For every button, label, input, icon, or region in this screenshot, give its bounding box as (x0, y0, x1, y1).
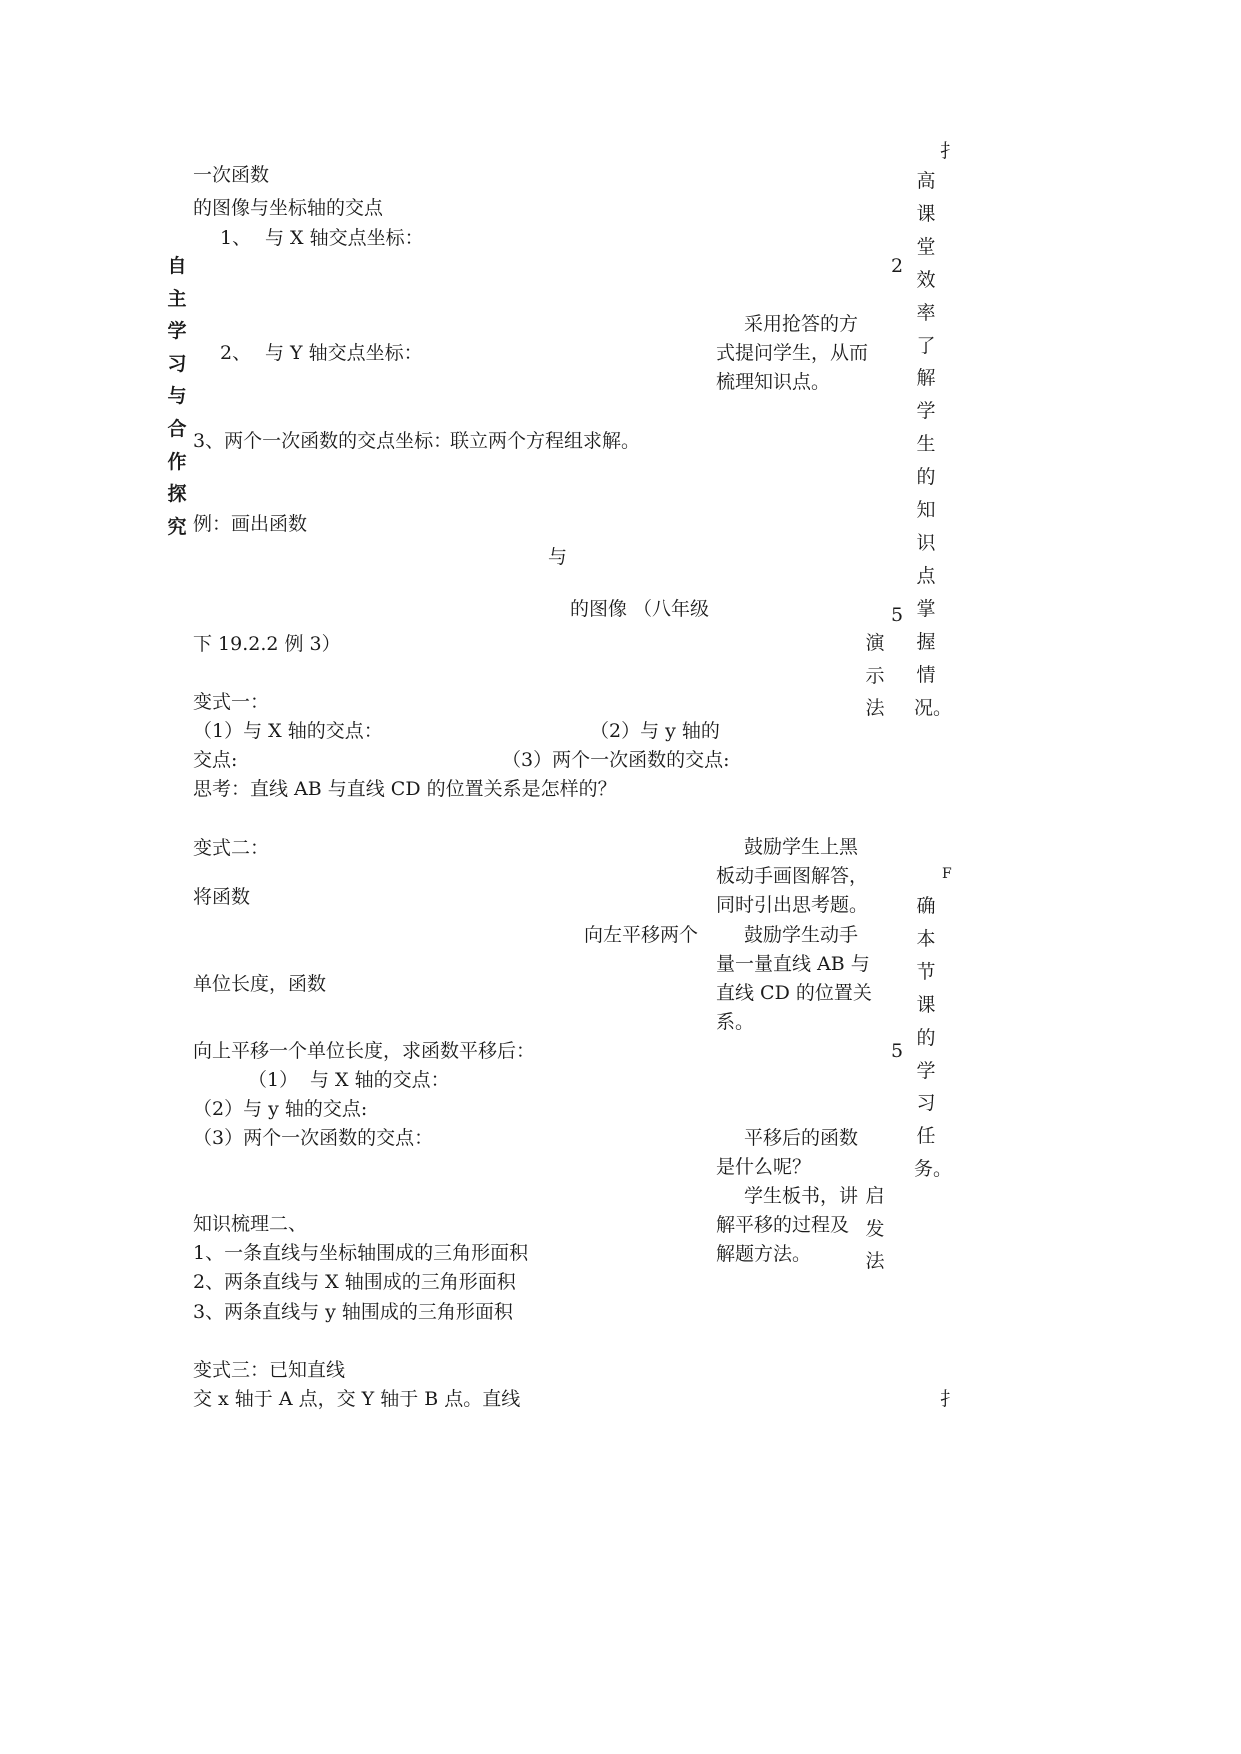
section-label-char: 究 (167, 515, 187, 538)
purpose-char: 识 (916, 531, 936, 554)
variant2-heading: 变式二： (193, 837, 270, 859)
section-label-char: 与 (167, 385, 187, 408)
think-question: 思考：直线 AB 与直线 CD 的位置关系是怎样的？ (193, 778, 617, 800)
purpose-char: 课 (916, 202, 936, 225)
purpose-char: 习 (916, 1092, 936, 1115)
purpose-char: 的 (916, 1026, 936, 1049)
purpose-char: 任 (916, 1125, 936, 1148)
variant2-left-shift: 向左平移两个 (584, 924, 699, 946)
activity-text: 式提问学生，从而 (716, 342, 869, 364)
purpose-char: 生 (916, 433, 936, 456)
knowledge2-heading: 知识梳理二、 (193, 1213, 308, 1235)
purpose-char: 高 (916, 170, 936, 192)
method-char: 发 (865, 1217, 885, 1240)
purpose-char: 堂 (916, 235, 936, 258)
variant1-b: （2）与 y 轴的 (590, 720, 720, 742)
time-value: 5 (891, 1040, 904, 1062)
purpose-char: 知 (916, 499, 936, 522)
purpose-char: 学 (916, 1059, 936, 1082)
purpose-char: 节 (916, 960, 936, 983)
purpose-char: 情 (916, 663, 936, 686)
activity-text: 解题方法。 (716, 1243, 812, 1265)
section-label-char: 自 (167, 255, 187, 277)
variant2-3: （3）两个一次函数的交点： (193, 1127, 434, 1149)
activity-text: 解平移的过程及 (716, 1214, 850, 1236)
item1-number: 1、 (220, 227, 252, 249)
time-value: 2 (891, 255, 904, 277)
method-demo (863, 627, 887, 725)
example-graph: 的图像 （八年级 (570, 598, 710, 620)
purpose-char: 握 (916, 630, 936, 653)
variant2-up-shift: 向上平移一个单位长度，求函数平移后： (193, 1040, 536, 1062)
purpose-char: 效 (916, 268, 936, 291)
activity-text: 量一量直线 AB 与 (716, 953, 870, 975)
variant2-unit: 单位长度，函数 (193, 973, 327, 995)
purpose-char: 掌 (916, 597, 936, 620)
activity-text: 采用抢答的方 (744, 313, 859, 335)
activity-text: 系。 (716, 1011, 755, 1033)
purpose-char: 了 (916, 334, 936, 357)
purpose-char: 本 (916, 927, 936, 950)
method-char: 法 (865, 1250, 885, 1273)
activity-text: 板动手画图解答， (716, 865, 869, 887)
variant2-2: （2）与 y 轴的交点: (193, 1098, 368, 1120)
purpose-fragment: 扌 (940, 140, 960, 162)
purpose-char: 学 (916, 400, 936, 423)
knowledge2-item2: 2、两条直线与 X 轴围成的三角形面积 (193, 1271, 516, 1293)
variant2-jiang: 将函数 (193, 886, 251, 908)
section-label-char: 探 (167, 483, 187, 506)
item1-text: 与 X 轴交点坐标： (265, 227, 424, 249)
variant1-heading: 变式一： (193, 691, 270, 713)
method-char: 法 (865, 697, 885, 720)
variant2-1-text: 与 X 轴的交点： (310, 1069, 450, 1091)
variant1-c: 交点: (193, 749, 238, 771)
time-value: 5 (891, 604, 904, 626)
section-label-char: 主 (167, 287, 187, 310)
item2-text: 与 Y 轴交点坐标： (265, 342, 423, 364)
activity-text: 直线 CD 的位置关 (716, 982, 872, 1004)
method-heuristic (863, 1180, 887, 1278)
activity-text: 鼓励学生上黑 (744, 836, 859, 858)
variant1-d: （3）两个一次函数的交点: (502, 749, 730, 771)
purpose-fragment: F (942, 866, 952, 882)
section-label-char: 学 (167, 320, 187, 343)
section-label (165, 250, 189, 543)
item2-number: 2、 (220, 342, 252, 364)
item3-text: 3、两个一次函数的交点坐标： (193, 430, 453, 452)
section-label-char: 作 (167, 450, 187, 473)
purpose-char: 确 (916, 895, 936, 917)
purpose-char: 课 (916, 993, 936, 1016)
variant3-line1: 变式三：已知直线 (193, 1359, 346, 1381)
purpose-char: 解 (916, 367, 936, 390)
section-label-char: 合 (167, 417, 187, 440)
variant2-1-number: （1） (248, 1069, 299, 1091)
activity-text: 学生板书，讲 (744, 1185, 859, 1207)
activity-text: 是什么呢？ (716, 1156, 812, 1178)
activity-text: 平移后的函数 (744, 1127, 859, 1149)
purpose-fragment: 扌 (940, 1388, 960, 1410)
variant1-a: （1）与 X 轴的交点： (193, 720, 383, 742)
purpose-char: 的 (916, 466, 936, 489)
variant3-line2: 交 x 轴于 A 点，交 Y 轴于 B 点。直线 (193, 1388, 521, 1410)
purpose-column-2 (914, 890, 953, 1186)
activity-text: 同时引出思考题。 (716, 894, 869, 916)
purpose-char: 务。 (914, 1158, 953, 1181)
method-char: 启 (865, 1185, 885, 1207)
example-yu: 与 (548, 546, 568, 568)
knowledge2-item1: 1、一条直线与坐标轴围成的三角形面积 (193, 1242, 529, 1264)
method-char: 演 (865, 632, 885, 654)
purpose-char: 况。 (914, 696, 953, 719)
purpose-column-1 (914, 165, 953, 724)
method-char: 示 (865, 664, 885, 687)
purpose-char: 点 (916, 564, 936, 587)
section-label-char: 习 (167, 352, 187, 375)
content-title-line1: 一次函数 (193, 164, 270, 186)
example-ref: 下 19.2.2 例 3） (193, 633, 341, 655)
purpose-char: 率 (916, 301, 936, 324)
item3-tail: 联立两个方程组求解。 (450, 430, 641, 452)
content-title-line2: 的图像与坐标轴的交点 (193, 197, 384, 219)
activity-text: 梳理知识点。 (716, 371, 831, 393)
knowledge2-item3: 3、两条直线与 y 轴围成的三角形面积 (193, 1301, 513, 1323)
activity-text: 鼓励学生动手 (744, 924, 859, 946)
example-line: 例：画出函数 (193, 513, 308, 535)
